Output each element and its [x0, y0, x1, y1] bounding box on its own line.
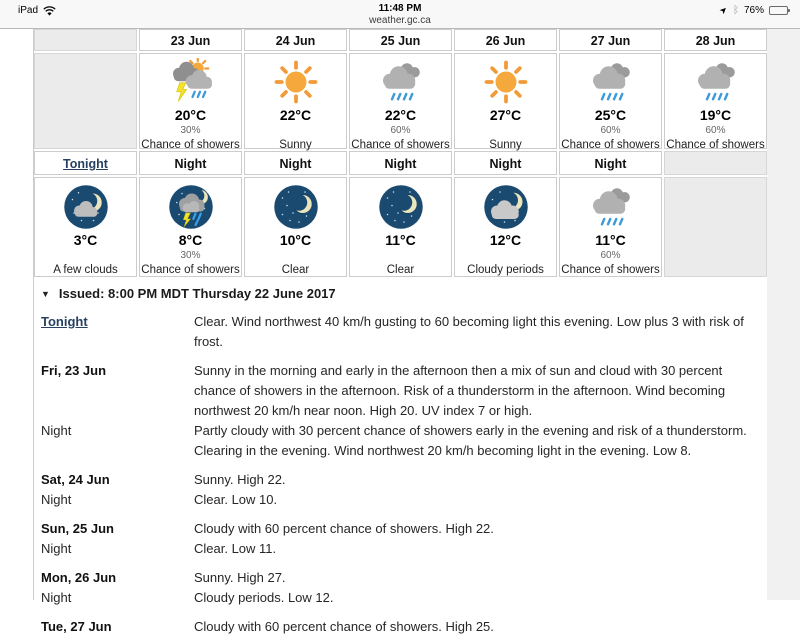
condition-label: Chance of showers	[351, 139, 450, 151]
date-header: 24 Jun	[244, 29, 347, 51]
status-bar	[0, 0, 800, 29]
night-forecast-cell	[34, 177, 137, 277]
battery-percent: 76%	[743, 5, 764, 16]
condition-label: Chance of showers	[561, 139, 660, 151]
forecast-detail-row	[41, 539, 767, 559]
empty-cell	[664, 177, 767, 277]
night-clear-icon	[245, 181, 346, 232]
temperature: 10°C	[279, 232, 312, 248]
condition-label: Chance of showers	[141, 264, 240, 276]
forecast-period-label: Night	[41, 590, 72, 605]
precip-probability	[455, 249, 556, 263]
forecast-text: Sunny. High 27.	[194, 570, 286, 585]
night-forecast-cell	[139, 177, 242, 277]
precip-probability	[455, 124, 556, 138]
status-center	[0, 3, 800, 26]
temperature: 12°C	[489, 232, 522, 248]
empty-cell	[34, 53, 137, 149]
issued-heading	[34, 277, 767, 301]
forecast-period-label-row	[34, 151, 767, 175]
date-header: 25 Jun	[349, 29, 452, 51]
precip-probability: 60%	[705, 125, 726, 136]
forecast-day-row	[34, 53, 767, 149]
sunny-icon	[455, 56, 556, 107]
chance-showers-thunder-day-icon	[140, 56, 241, 107]
date-header: 26 Jun	[454, 29, 557, 51]
forecast-period-label	[41, 312, 194, 352]
night-clear-icon	[350, 181, 451, 232]
temperature: 20°C	[174, 107, 207, 123]
forecast-table	[34, 29, 767, 277]
forecast-night-row	[34, 177, 767, 277]
forecast-header-row	[34, 29, 767, 51]
page-right-margin	[766, 29, 800, 600]
tonight-link[interactable]: Tonight	[63, 157, 108, 171]
condition-label: Chance of showers	[141, 139, 240, 151]
forecast-text: Cloudy with 60 percent chance of showers. High 25.	[194, 619, 494, 634]
status-right	[717, 3, 788, 17]
forecast-text: Partly cloudy with 30 percent chance of showers early in the evening and risk of a thunderstorm. Clearing in the evening. Wind northwest 20 km/h becoming light in the evening. Low 8.	[194, 423, 747, 458]
forecast-detail-row	[41, 519, 767, 539]
temperature: 11°C	[385, 232, 416, 248]
rain-icon	[350, 56, 451, 107]
day-forecast-cell	[664, 53, 767, 149]
sunny-icon	[245, 56, 346, 107]
rain-icon	[560, 56, 661, 107]
forecast-detail-row	[41, 421, 767, 461]
forecast-text: Cloudy with 60 percent chance of showers. High 22.	[194, 521, 494, 536]
forecast-period-label: Night	[41, 541, 72, 556]
precip-probability	[350, 249, 451, 263]
temperature: 8°C	[178, 232, 203, 248]
forecast-text: Clear. Low 10.	[194, 492, 278, 507]
temperature: 22°C	[384, 107, 417, 123]
night-label-cell: Night	[139, 151, 242, 175]
location-icon: ➤	[717, 3, 731, 17]
battery-icon	[769, 6, 788, 15]
tonight-label-cell	[34, 151, 137, 175]
url-label: weather.gc.ca	[369, 15, 431, 26]
forecast-detail-row	[41, 617, 767, 637]
night-forecast-cell	[244, 177, 347, 277]
night-forecast-cell	[454, 177, 557, 277]
condition-label: Chance of showers	[666, 139, 765, 151]
forecast-period-label: Fri, 23 Jun	[41, 363, 107, 378]
carrier-label: iPad	[18, 5, 39, 16]
temperature: 22°C	[279, 107, 312, 123]
day-forecast-cell	[244, 53, 347, 149]
forecast-text: Clear. Low 11.	[194, 541, 277, 556]
forecast-details	[34, 301, 767, 637]
date-header: 27 Jun	[559, 29, 662, 51]
forecast-period-label: Night	[41, 492, 72, 507]
browser-page	[0, 29, 800, 634]
page-content	[33, 29, 767, 634]
precip-probability	[245, 124, 346, 138]
temperature: 27°C	[489, 107, 522, 123]
forecast-detail-row	[41, 470, 767, 490]
night-forecast-cell	[349, 177, 452, 277]
precip-probability: 60%	[600, 125, 621, 136]
precip-probability: 30%	[180, 250, 201, 261]
precip-probability	[245, 249, 346, 263]
night-label-cell: Night	[349, 151, 452, 175]
forecast-period-label: Mon, 26 Jun	[41, 570, 117, 585]
clock: 11:48 PM	[378, 3, 422, 14]
night-few-clouds-icon	[35, 181, 136, 232]
forecast-period-label: Tue, 27 Jun	[41, 619, 112, 634]
precip-probability: 30%	[180, 125, 201, 136]
condition-label: A few clouds	[53, 264, 118, 276]
day-forecast-cell	[559, 53, 662, 149]
condition-label: Sunny	[489, 139, 522, 151]
forecast-text: Cloudy periods. Low 12.	[194, 590, 334, 605]
night-label-cell: Night	[454, 151, 557, 175]
date-header: 28 Jun	[664, 29, 767, 51]
forecast-period-label: Sun, 25 Jun	[41, 521, 114, 536]
tonight-link[interactable]: Tonight	[41, 314, 88, 329]
forecast-text: Sunny in the morning and early in the afternoon then a mix of sun and cloud with 30 percent chance of showers in the afternoon. Risk of a thunderstorm in the afternoon. Wind becoming northwest 20 km/h near noon. High 20. UV index 7 or high.	[194, 363, 726, 418]
forecast-text: Sunny. High 22.	[194, 472, 286, 487]
precip-probability	[35, 249, 136, 263]
forecast-detail-row	[41, 361, 767, 421]
precip-probability: 60%	[390, 125, 411, 136]
condition-label: Cloudy periods	[467, 264, 544, 276]
condition-label: Clear	[386, 264, 415, 276]
temperature: 19°C	[699, 107, 732, 123]
condition-label: Sunny	[279, 139, 312, 151]
night-label-cell: Night	[559, 151, 662, 175]
night-chance-showers-thunder-icon	[140, 181, 241, 232]
night-cloudy-periods-icon	[455, 181, 556, 232]
issued-label: Issued: 8:00 PM MDT Thursday 22 June 2017	[58, 286, 336, 301]
rain-icon	[560, 181, 661, 232]
condition-label: Clear	[281, 264, 310, 276]
day-forecast-cell	[454, 53, 557, 149]
empty-cell	[664, 151, 767, 175]
night-forecast-cell	[559, 177, 662, 277]
rain-icon	[665, 56, 766, 107]
date-header: 23 Jun	[139, 29, 242, 51]
condition-label: Chance of showers	[561, 264, 660, 276]
day-forecast-cell	[139, 53, 242, 149]
night-label-cell: Night	[244, 151, 347, 175]
temperature: 11°C	[595, 232, 626, 248]
forecast-period-label: Sat, 24 Jun	[41, 472, 110, 487]
temperature: 3°C	[73, 232, 98, 248]
bluetooth-icon: ᛒ	[732, 4, 739, 16]
forecast-period-label: Night	[41, 423, 72, 438]
forecast-detail-row	[41, 588, 767, 608]
forecast-detail-row	[41, 490, 767, 510]
temperature: 25°C	[594, 107, 627, 123]
forecast-detail-row	[41, 312, 767, 352]
day-forecast-cell	[349, 53, 452, 149]
precip-probability: 60%	[600, 250, 621, 261]
collapse-triangle-icon[interactable]: ▼	[41, 288, 50, 299]
empty-cell	[34, 29, 137, 51]
forecast-detail-row	[41, 568, 767, 588]
forecast-text: Clear. Wind northwest 40 km/h gusting to 60 becoming light this evening. Low plus 3 with risk of frost.	[194, 314, 744, 349]
